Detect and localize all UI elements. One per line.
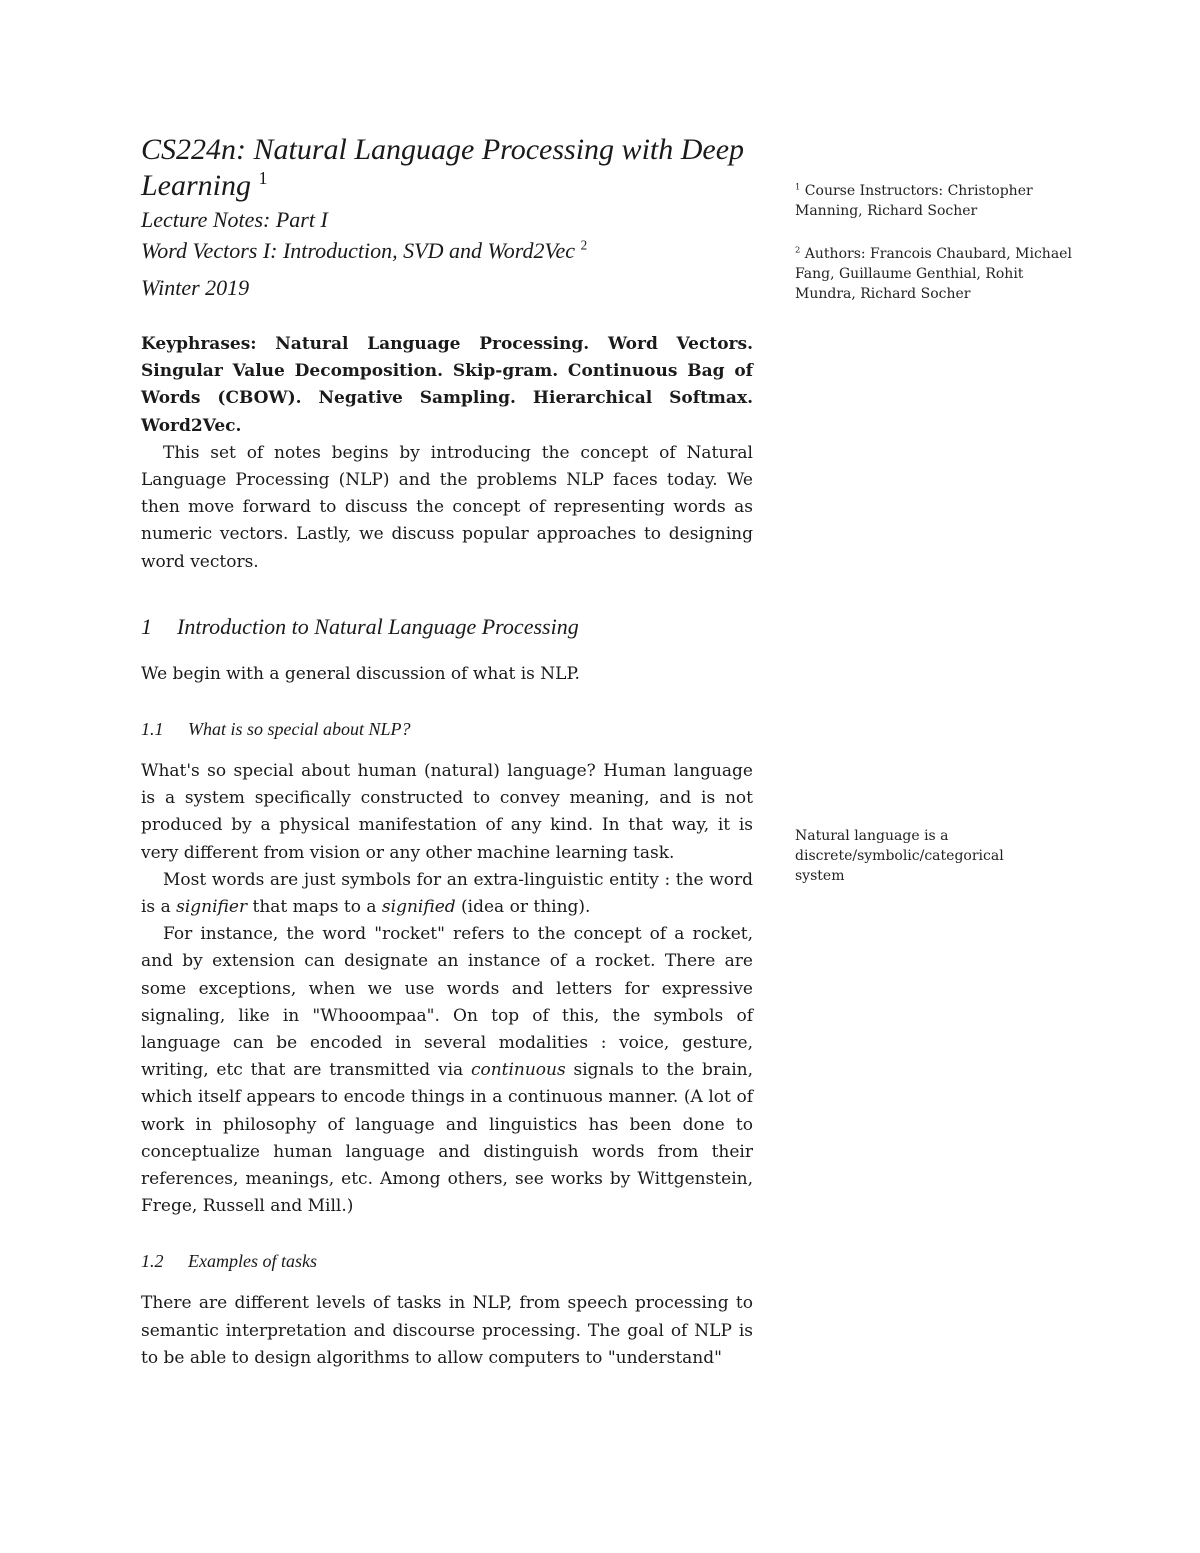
keyphrases: Keyphrases: Natural Language Processing. Word Vectors. Singular Value Decomposition. Skip-gram. Continuous Bag of Words (CBOW). Negative Sampling. Hierarchical Softmax. Word2Vec. xyxy=(141,334,753,436)
paragraph: Most words are just symbols for an extra-linguistic entity : the word is a signifier that maps to a signified (idea or thing). xyxy=(141,869,753,918)
document-title: CS224n: Natural Language Processing with Deep Learning $^1$ xyxy=(141,133,745,202)
section-1-2-body xyxy=(141,1290,753,1372)
sidenote-1: $^1$ Course Instructors: Christopher Manning, Richard Socher xyxy=(795,181,1033,219)
section-1-heading: 1 Introduction to Natural Language Processing xyxy=(141,612,753,642)
footnote-mark-1: 1 xyxy=(258,168,268,188)
section-1-1-body xyxy=(141,758,753,1220)
lecture-subtitle: Lecture Notes: Part I xyxy=(141,207,328,232)
sidenote-3: Natural language is a discrete/symbolic/categorical system xyxy=(795,828,1004,884)
term-label: Winter 2019 xyxy=(141,275,250,300)
abstract-text: This set of notes begins by introducing the concept of Natural Language Processing (NLP) and the problems NLP faces today. We then move forward to discuss the concept of representing words as numeric vectors. Lastly, we discuss popular approaches to designing word vectors. xyxy=(141,442,753,572)
paragraph: For instance, the word "rocket" refers to the concept of a rocket, and by extension can designate an instance of a rocket. There are some exceptions, when we use words and letters for expressive signaling, like in "Whooompaa". On top of this, the symbols of language can be encoded in several modalities : voice, gesture, writing, etc that are transmitted via continuous signals to the brain, which itself appears to encode things in a continuous manner. (A lot of work in philosophy of language and linguistics has been done to conceptualize human language and distinguish words from their references, meanings, etc. Among others, see works by Wittgenstein, Frege, Russell and Mill.) xyxy=(141,924,753,1217)
sidenote-2: $^2$ Authors: Francois Chaubard, Michael Fang, Guillaume Genthial, Rohit Mundra, Richard Socher xyxy=(795,244,1072,302)
section-number: 1.2 xyxy=(141,1251,164,1272)
section-1-2-heading: 1.2 Examples of tasks xyxy=(141,1248,753,1274)
abstract xyxy=(141,331,753,576)
topic-subtitle: Word Vectors I: Introduction, SVD and Word2Vec $^2$ xyxy=(141,237,588,263)
paragraph: What's so special about human (natural) language? Human language is a system specifically constructed to convey meaning, and is not produced by a physical manifestation of any kind. In that way, it is very different from vision or any other machine learning task. xyxy=(141,761,753,863)
section-number: 1.1 xyxy=(141,719,164,740)
footnote-mark-2: 2 xyxy=(580,237,588,253)
section-number: 1 xyxy=(141,613,152,639)
paragraph: There are different levels of tasks in NLP, from speech processing to semantic interpretation and discourse processing. The goal of NLP is to be able to design algorithms to allow computers to "understand" xyxy=(141,1293,753,1368)
section-1-1-heading: 1.1 What is so special about NLP? xyxy=(141,716,753,742)
section-1-intro: We begin with a general discussion of what is NLP. xyxy=(141,663,580,684)
main-column xyxy=(141,132,753,1372)
